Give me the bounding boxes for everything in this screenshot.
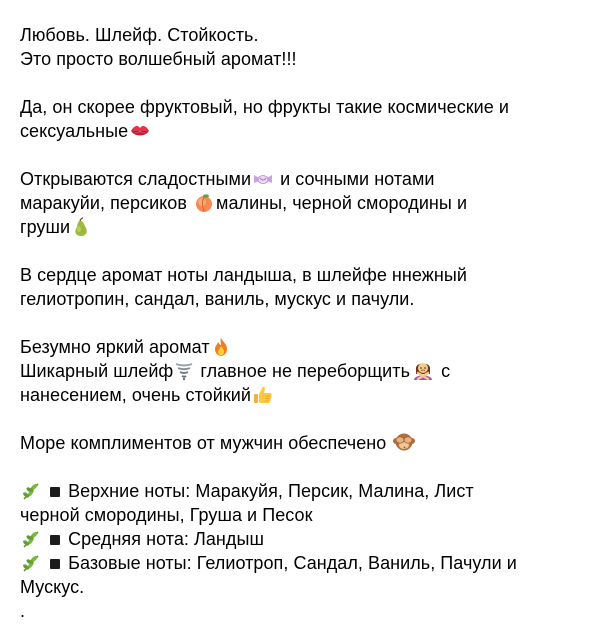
- kiss-lips-icon: [129, 121, 151, 141]
- black-square-icon: [48, 529, 62, 549]
- herb-icon: [21, 529, 41, 549]
- text-fragment: груши: [20, 217, 71, 237]
- text-line: Да, он скорее фруктовый, но фрукты такие космические и: [20, 97, 510, 117]
- text-fragment: Открываются сладостными: [20, 169, 252, 189]
- text-fragment: Безумно яркий аромат: [20, 337, 210, 357]
- text-line: [20, 167, 580, 191]
- herb-icon: [21, 481, 41, 501]
- text-fragment: нанесением, очень стойкий: [20, 385, 251, 405]
- text-line: гелиотропин, сандал, ваниль, мускус и пачули.: [20, 289, 415, 309]
- text-line: Это просто волшебный аромат!!!: [20, 49, 297, 69]
- text-line: черной смородины, Груша и Песок: [20, 505, 313, 525]
- text-line: [20, 383, 580, 407]
- text-line: [20, 191, 580, 215]
- text-fragment: сексуальные: [20, 121, 129, 141]
- text-line: Мускус.: [20, 577, 85, 597]
- text-fragment: Средняя нота: Ландыш: [63, 529, 264, 549]
- text-line: [20, 215, 580, 239]
- see-no-evil-monkey-icon: [392, 431, 416, 453]
- text-fragment: главное не переборщить: [195, 361, 411, 381]
- heart-notes-paragraph: [20, 263, 580, 311]
- pear-icon: [71, 217, 93, 237]
- peach-icon: [193, 193, 215, 213]
- compliments-paragraph: [20, 431, 580, 455]
- tornado-icon: [174, 361, 194, 381]
- trailing-dot: .: [20, 601, 26, 621]
- text-fragment: Шикарный шлейф: [20, 361, 174, 381]
- text-line: Любовь. Шлейф. Стойкость.: [20, 25, 259, 45]
- text-fragment: Базовые ноты: Гелиотроп, Сандал, Ваниль, Пачули и: [63, 553, 517, 573]
- text-line: [20, 431, 580, 455]
- herb-icon: [21, 553, 41, 573]
- candy-icon: [252, 169, 274, 189]
- top-notes-line: [20, 479, 580, 503]
- base-notes-line: [20, 551, 580, 575]
- text-fragment: и сочными нотами: [275, 169, 435, 189]
- middle-notes-line: [20, 527, 580, 551]
- woman-gesturing-no-icon: [411, 359, 435, 381]
- text-fragment: Море комплиментов от мужчин обеспечено: [20, 433, 392, 453]
- opening-notes-paragraph: [20, 167, 580, 239]
- intro-paragraph: [20, 23, 580, 71]
- text-line: [20, 359, 580, 383]
- text-line: В сердце аромат ноты ландыша, в шлейфе ннежный: [20, 265, 467, 285]
- text-fragment: малины, черной смородины и: [216, 193, 468, 213]
- text-fragment: с: [436, 361, 451, 381]
- impression-paragraph: [20, 335, 580, 407]
- notes-list: [20, 479, 580, 599]
- thumbs-up-icon: [252, 385, 274, 405]
- text-fragment: маракуйи, персиков: [20, 193, 193, 213]
- text-fragment: Верхние ноты: Маракуйя, Персик, Малина, Лист: [63, 481, 474, 501]
- text-line: [20, 335, 580, 359]
- black-square-icon: [48, 553, 62, 573]
- text-line: [20, 119, 580, 143]
- fire-icon: [211, 337, 231, 357]
- black-square-icon: [48, 481, 62, 501]
- fruity-paragraph: [20, 95, 580, 143]
